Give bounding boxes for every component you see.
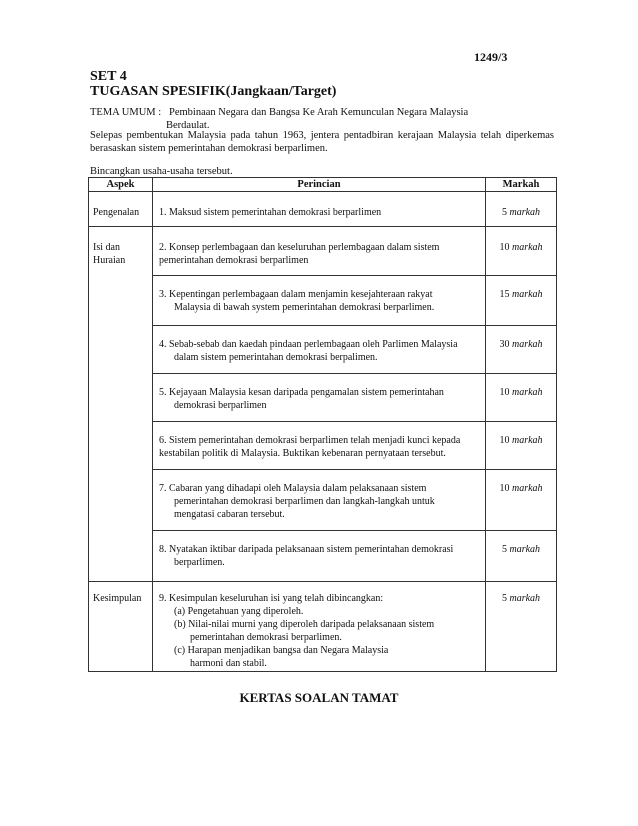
- item-9-b1: (b) Nilai-nilai murni yang diperoleh daripada pelaksanaan sistem: [174, 619, 435, 630]
- table-row: [89, 192, 557, 227]
- aspek-isi-huraian: [89, 227, 153, 582]
- item-6-line1: 6. Sistem pemerintahan demokrasi berparlimen telah menjadi kunci kepada: [159, 435, 461, 446]
- table-header-row: [89, 178, 557, 192]
- item-8-line1: 8. Nyatakan iktibar daripada pelaksanaan sistem pemerintahan demokrasi: [159, 544, 454, 555]
- item-2-mark: [486, 227, 556, 276]
- item-5-mark: [486, 374, 556, 422]
- aspek-kesimpulan: Kesimpulan: [89, 582, 153, 672]
- item-5-mark-value: 10: [499, 387, 510, 398]
- item-2-mark-value: 10: [499, 242, 510, 253]
- end-of-paper: KERTAS SOALAN TAMAT: [239, 690, 399, 705]
- item-7-mark-unit: markah: [511, 483, 543, 494]
- set-label: SET 4: [90, 69, 127, 84]
- item-9-mark-value: 5: [501, 593, 507, 604]
- item-3-mark: [486, 276, 556, 326]
- item-4-mark-value: 30: [499, 339, 510, 350]
- item-4-line1: 4. Sebab-sebab dan kaedah pindaan perlembagaan oleh Parlimen Malaysia: [159, 339, 458, 350]
- item-7-mark-value: 10: [499, 483, 510, 494]
- aspek-isi-line1: Isi dan: [93, 242, 120, 253]
- item-1-mark-unit: markah: [509, 207, 541, 218]
- item-3-mark-value: 15: [499, 289, 510, 300]
- task-table: [88, 177, 557, 672]
- item-9-c2: harmoni dan stabil.: [190, 658, 267, 669]
- item-6-mark-value: 10: [499, 435, 510, 446]
- item-8-mark-unit: markah: [509, 544, 541, 555]
- item-1-mark: [486, 192, 557, 227]
- intro-paragraph: Selepas pembentukan Malaysia pada tahun 1963, jentera pentadbiran kerajaan Malaysia telah diperkemas berasaskan sistem pemerintahan demokrasi berparlimen.: [90, 130, 554, 154]
- item-8-mark-value: 5: [501, 544, 507, 555]
- instruction: Bincangkan usaha-usaha tersebut.: [90, 166, 233, 177]
- item-3: [153, 276, 485, 326]
- item-9-a: (a) Pengetahuan yang diperoleh.: [174, 606, 304, 617]
- item-9-mark: [486, 582, 557, 672]
- isi-marks-cell: [486, 227, 557, 582]
- aspek-isi-line2: Huraian: [93, 255, 126, 266]
- item-7-line2: pemerintahan demokrasi berparlimen dan langkah-langkah untuk: [174, 496, 435, 507]
- item-9-b2: pemerintahan demokrasi berparlimen.: [190, 632, 342, 643]
- item-7-line3: mengatasi cabaran tersebut.: [174, 509, 285, 520]
- item-7: [153, 470, 485, 531]
- theme-text-line2: Berdaulat.: [166, 120, 210, 131]
- item-6: [153, 422, 485, 470]
- item-4-line2: dalam sistem pemerintahan demokrasi berpalimen.: [174, 352, 378, 363]
- item-8: [153, 531, 485, 581]
- item-7-line1: 7. Cabaran yang dihadapi oleh Malaysia dalam pelaksanaan sistem: [159, 483, 427, 494]
- item-1: [153, 192, 486, 227]
- item-8-line2: berparlimen.: [174, 557, 225, 568]
- aspek-pengenalan: Pengenalan: [89, 192, 153, 227]
- item-9: [153, 582, 486, 672]
- item-4: [153, 326, 485, 374]
- task-title: TUGASAN SPESIFIK(Jangkaan/Target): [90, 84, 337, 99]
- header-markah: Markah: [486, 178, 557, 192]
- item-5-line1: 5. Kejayaan Malaysia kesan daripada pengamalan sistem pemerintahan: [159, 387, 444, 398]
- paper-code: 1249/3: [474, 50, 508, 64]
- item-1-mark-value: 5: [501, 207, 507, 218]
- item-6-mark: [486, 422, 556, 470]
- item-7-mark: [486, 470, 556, 531]
- item-3-mark-unit: markah: [511, 289, 543, 300]
- isi-items-cell: [153, 227, 486, 582]
- item-8-mark: [486, 531, 556, 581]
- item-5: [153, 374, 485, 422]
- item-2-mark-unit: markah: [511, 242, 543, 253]
- header-perincian: Perincian: [153, 178, 486, 192]
- item-6-line2: kestabilan politik di Malaysia. Buktikan kebenaran pernyataan tersebut.: [159, 448, 446, 459]
- item-6-mark-unit: markah: [511, 435, 543, 446]
- item-2-line1: 2. Konsep perlembagaan dan keseluruhan perlembagaan dalam sistem: [159, 242, 440, 253]
- item-3-line2: Malaysia di bawah system pemerintahan demokrasi berparlimen.: [174, 302, 435, 313]
- item-9-line1: 9. Kesimpulan keseluruhan isi yang telah dibincangkan:: [159, 593, 384, 604]
- item-2-line2: pemerintahan demokrasi berparlimen: [159, 255, 309, 266]
- item-4-mark-unit: markah: [511, 339, 543, 350]
- item-1-text: 1. Maksud sistem pemerintahan demokrasi berparlimen: [159, 207, 382, 218]
- item-5-mark-unit: markah: [511, 387, 543, 398]
- table-row: [89, 227, 557, 582]
- header-aspek: Aspek: [89, 178, 153, 192]
- item-2: [153, 227, 485, 276]
- item-4-mark: [486, 326, 556, 374]
- theme-label: TEMA UMUM :: [90, 107, 162, 118]
- item-9-c1: (c) Harapan menjadikan bangsa dan Negara Malaysia: [174, 645, 389, 656]
- table-row: [89, 582, 557, 672]
- item-5-line2: demokrasi berparlimen: [174, 400, 267, 411]
- item-9-mark-unit: markah: [509, 593, 541, 604]
- theme-text-line1: Pembinaan Negara dan Bangsa Ke Arah Kemunculan Negara Malaysia: [169, 107, 469, 118]
- item-3-line1: 3. Kepentingan perlembagaan dalam menjamin kesejahteraan rakyat: [159, 289, 433, 300]
